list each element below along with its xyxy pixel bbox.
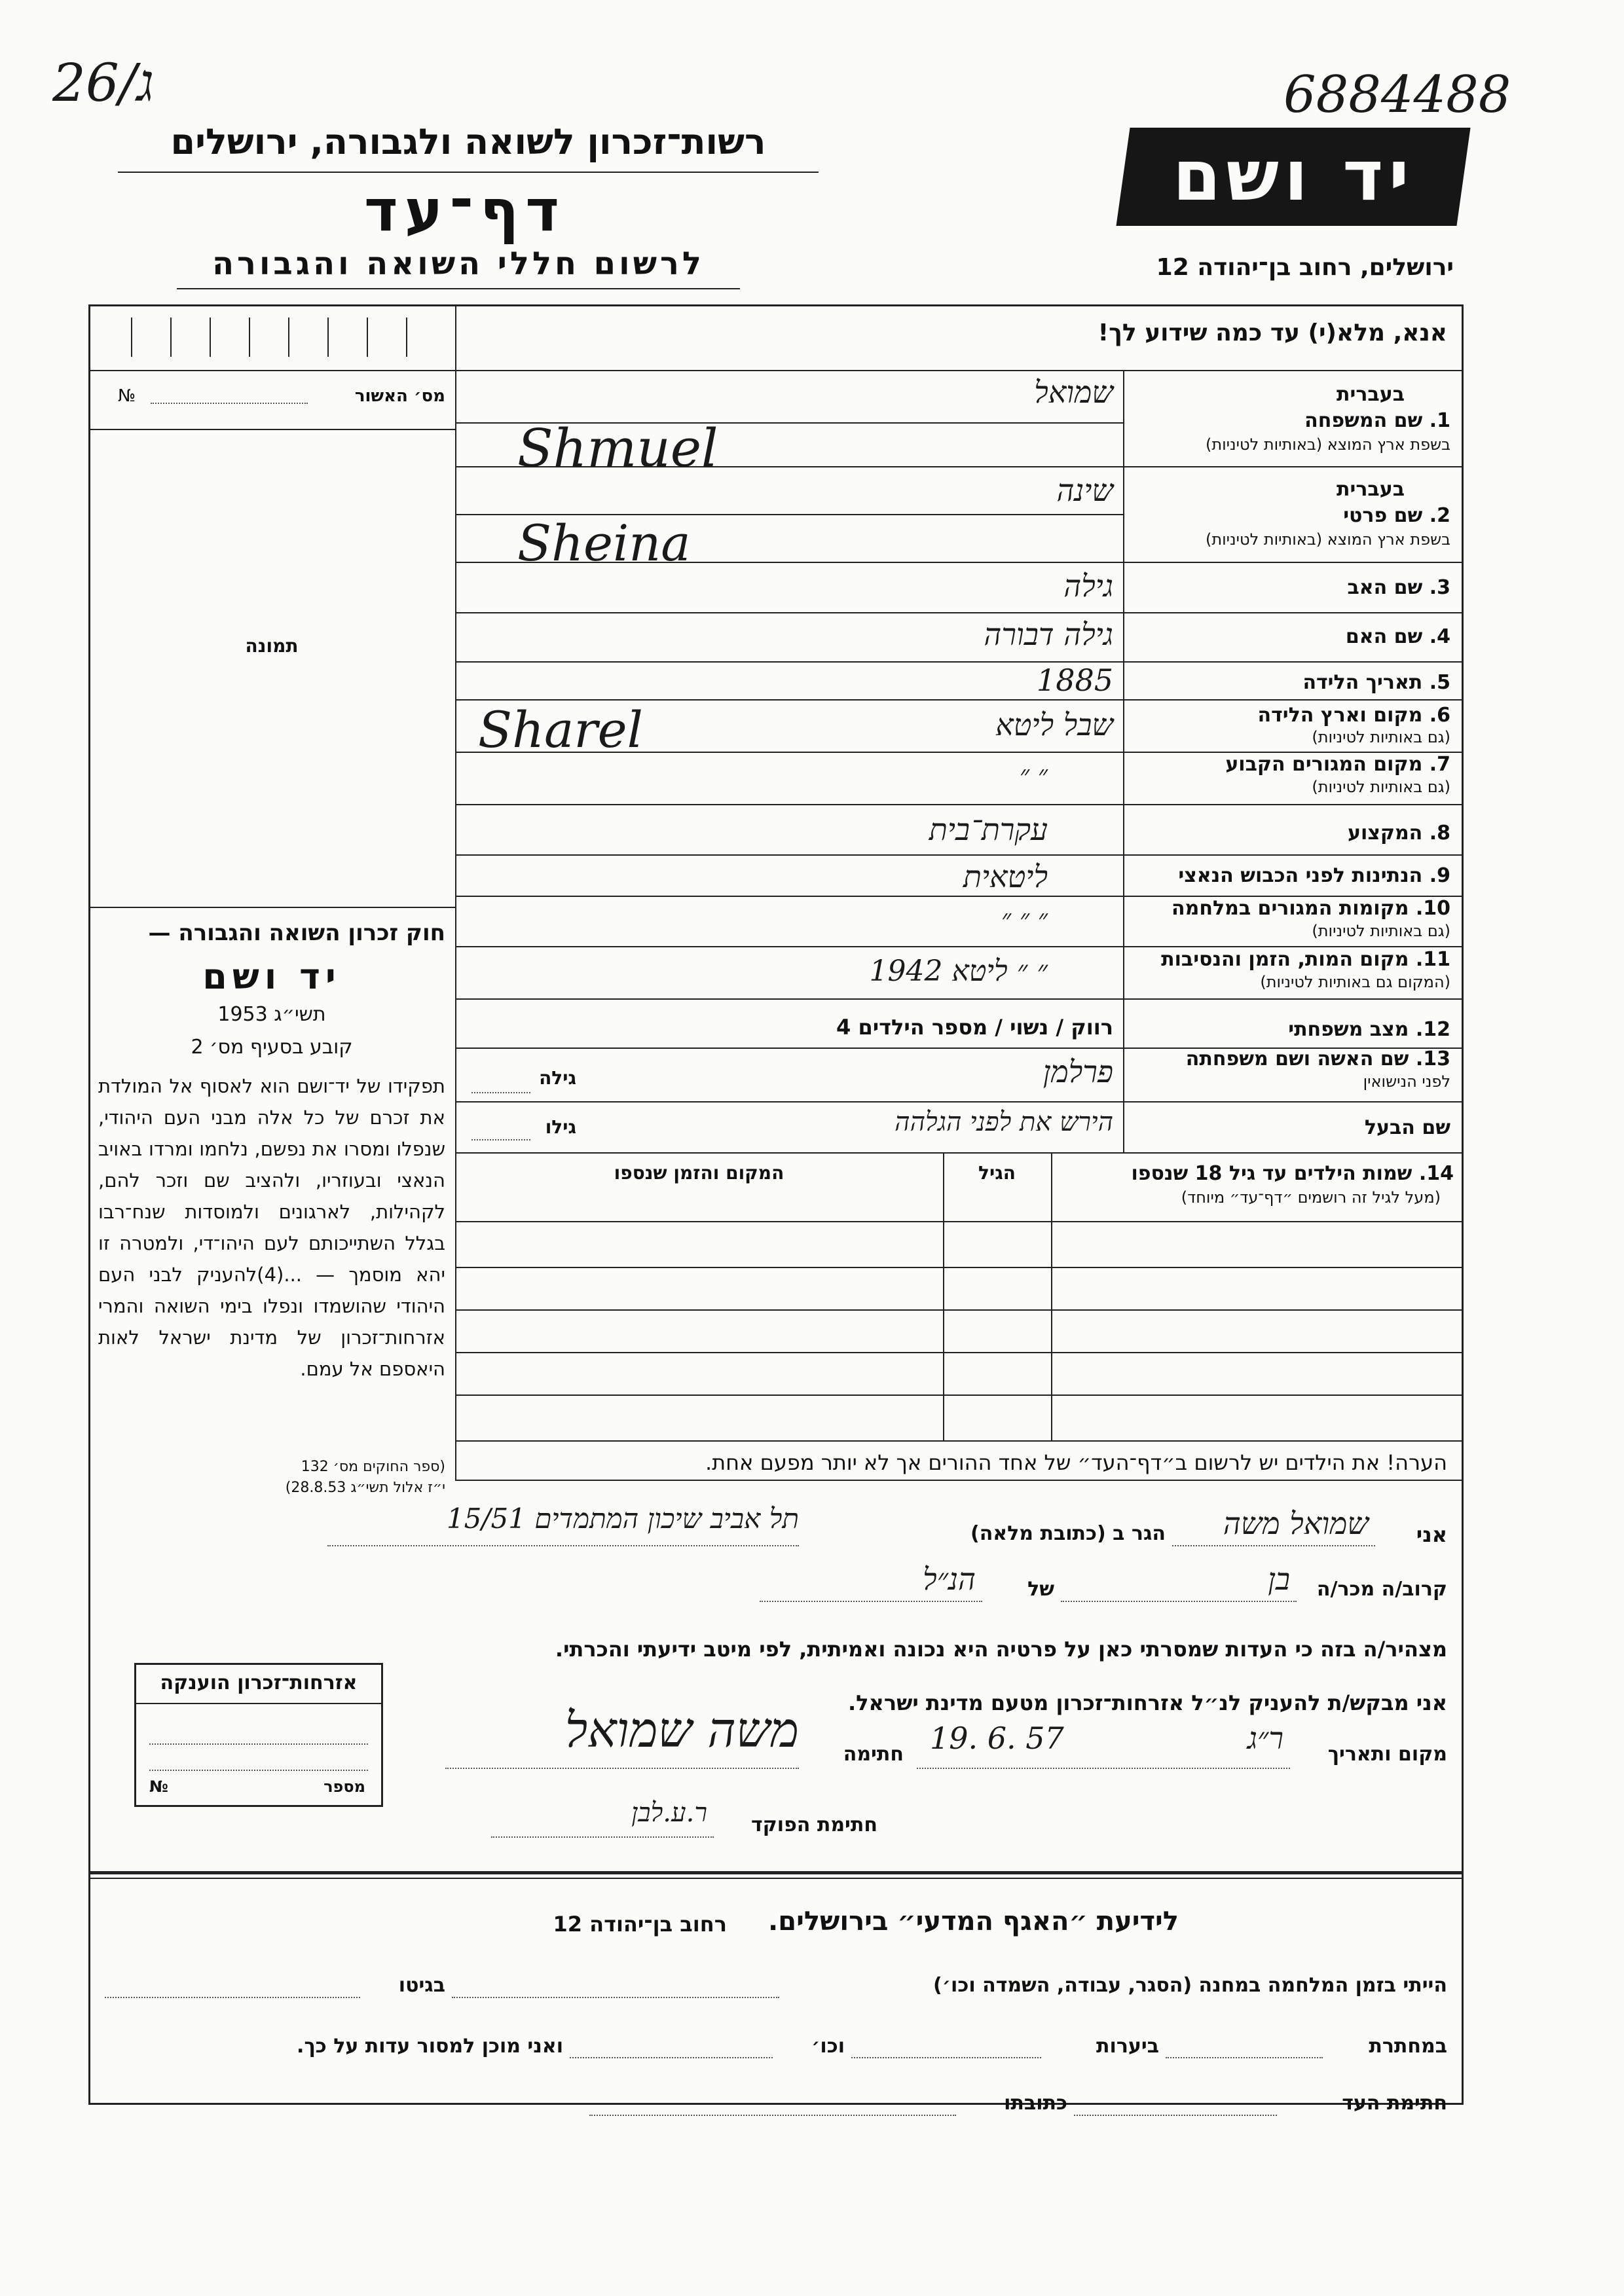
field-1-value-latin: Shmuel xyxy=(517,418,718,479)
field-2-value-he: שינה xyxy=(1056,473,1113,508)
field-9-label: 9. הנתינות לפני הכבוש הנאצי xyxy=(1178,864,1450,887)
children-sub: (מעל לגיל זה רושמים ״דף־עד״ מיוחד) xyxy=(1181,1188,1441,1207)
approval-label: מס׳ האשור xyxy=(354,386,445,406)
footer-line3-a: חתימת העד xyxy=(1342,2092,1447,2115)
field-7-sub: (גם באותיות לטיניות) xyxy=(1312,778,1450,796)
field-10-label: 10. מקומות המגורים במלחמה xyxy=(1172,897,1450,920)
field-2-sub-he: בעברית xyxy=(1337,478,1405,501)
field-7-value: ״ ״ xyxy=(1019,760,1048,790)
field-11-label: 11. מקום המות, הזמן והנסיבות xyxy=(1161,948,1450,971)
yad-vashem-logo xyxy=(1116,128,1470,226)
approval-no-sign: № xyxy=(118,386,136,406)
address: ירושלים, רחוב בן־יהודה 12 xyxy=(1156,254,1454,281)
field-13-value: פרלמן xyxy=(1043,1054,1113,1089)
field-6-label: 6. מקום וארץ הלידה xyxy=(1257,704,1450,727)
field-13-sub: לפני הנישואין xyxy=(1363,1072,1450,1091)
footer-line1-b: בגיטו xyxy=(398,1974,445,1997)
field-8-label: 8. המקצוע xyxy=(1348,822,1450,845)
footer-address: רחוב בן־יהודה 12 xyxy=(553,1912,727,1937)
form-subtitle: לרשום חללי השואה והגבורה xyxy=(212,246,705,282)
field-7-label: 7. מקום המגורים הקבוע xyxy=(1225,753,1450,776)
decl-name: שמואל משה xyxy=(1223,1506,1369,1541)
field-13-age-label: גילה xyxy=(539,1067,576,1089)
decl-relation: בן xyxy=(1268,1561,1290,1597)
citizenship-box xyxy=(134,1663,383,1807)
page-number: 6884488 xyxy=(1283,65,1511,124)
footer-line2-c: וכו׳ xyxy=(811,2035,845,2058)
children-col-place: המקום והזמן שנספו xyxy=(614,1162,784,1184)
field-husband-label: שם הבעל xyxy=(1364,1116,1450,1139)
field-husband-value: הירש את לפני הגלהה xyxy=(895,1107,1113,1137)
field-husband-age-label: גילו xyxy=(545,1116,576,1138)
children-label: 14. שמות הילדים עד גיל 18 שנספו xyxy=(1131,1162,1454,1185)
footer-line2-b: ביערות xyxy=(1096,2035,1159,2058)
field-5-value: 1885 xyxy=(1036,663,1113,698)
decl-request: אני מבקש/ת להעניק לנ״ל אזרחות־זכרון מטעם מדינת ישראל. xyxy=(848,1690,1447,1715)
footer-line2-a: במחתרת xyxy=(1369,2035,1447,2058)
law-ref-1: (ספר החוקים מס׳ 132 xyxy=(301,1459,445,1475)
field-8-value: עקרת־בית xyxy=(929,812,1048,847)
decl-of-label: של xyxy=(1027,1578,1054,1601)
citizenship-number-label: מספר xyxy=(323,1777,365,1796)
law-title: חוק זכרון השואה והגבורה — xyxy=(148,920,445,946)
citizenship-number-sign: № xyxy=(149,1777,168,1796)
field-1-sub: בשפת ארץ המוצא (באותיות לטיניות) xyxy=(1206,435,1450,454)
field-6-sub: (גם באותיות לטיניות) xyxy=(1312,728,1450,746)
children-col-age: הגיל xyxy=(978,1162,1016,1184)
footer-title: לידיעת ״האגף המדעי״ בירושלים. xyxy=(768,1906,1179,1937)
field-6-value: שבל ליטא xyxy=(995,707,1113,742)
decl-date: 19. 6. 57 xyxy=(930,1721,1064,1756)
decl-i-label: אני xyxy=(1416,1522,1447,1547)
form-title: דף־עד xyxy=(364,177,566,244)
field-3-label: 3. שם האב xyxy=(1347,576,1450,599)
field-2-value-latin: Sheina xyxy=(517,514,691,572)
field-5-label: 5. תאריך הלידה xyxy=(1302,671,1450,694)
decl-official: ר.ע.לבן xyxy=(631,1798,707,1828)
field-2-sub: בשפת ארץ המוצא (באותיות לטיניות) xyxy=(1206,530,1450,549)
field-9-value: ליטאית xyxy=(963,859,1048,894)
decl-signature-label: חתימה xyxy=(843,1743,904,1766)
law-body: תפקידו של יד־ושם הוא לאסוף אל המולדת את זכרם של כל אלה מבני העם היהודי, שנפלו ומסרו את נפשם, נלחמו ומרדו באויב הנאצי ובעוזריו, ולהציב שם וזכר להם, לקהילות, לארגונים ולמוסדות שנח־רבו בגלל השתייכותם לעם היהו־די, ולמטרה זו יהא מוסמך — ...(4)להעניק לבני העם היהודי שהושמדו ונפלו בימי השואה והמרי אזרחות־זכרון של מדינת ישראל לאות היאספם אל עמם. xyxy=(98,1075,445,1380)
field-4-value: גילה דבורה xyxy=(984,617,1113,652)
field-10-sub: (גם באותיות לטיניות) xyxy=(1312,922,1450,940)
field-1-label: 1. שם המשפחה xyxy=(1304,409,1450,432)
field-12-label: 12. מצב משפחתי xyxy=(1288,1018,1450,1041)
decl-signature: משה שמואל xyxy=(564,1702,799,1758)
decl-relative-label: קרוב/ה מכר/ה xyxy=(1316,1578,1447,1601)
decl-relation-of: הנ״ל xyxy=(923,1561,976,1597)
law-name: יד ושם xyxy=(202,956,341,997)
field-4-label: 4. שם האם xyxy=(1345,625,1450,648)
field-12-value: רווק / נשוי / מספר הילדים 4 xyxy=(836,1015,1113,1040)
citizenship-title: אזרחות־זכרון הוענקה xyxy=(160,1671,358,1694)
field-10-value: ״ ״ ״ xyxy=(1001,904,1048,934)
decl-official-label: חתימת הפוקד xyxy=(751,1813,877,1836)
decl-statement: מצהיר/ה בזה כי העדות שמסרתי כאן על פרטיה היא נכונה ואמיתית, לפי מיטב ידיעתי והכרתי. xyxy=(555,1637,1447,1662)
footer-line1-a: הייתי בזמן המלחמה במחנה (הסגר, עבודה, השמדה וכו׳) xyxy=(933,1974,1447,1997)
archive-number: 26/ג xyxy=(52,52,155,113)
field-13-label: 13. שם האשה ושם משפחתה xyxy=(1185,1048,1450,1070)
authority-name: רשות־זכרון לשואה ולגבורה, ירושלים xyxy=(170,121,766,162)
field-1-value-he: שמואל xyxy=(1034,374,1113,410)
instruction-text: אנא, מלא(י) עד כמה שידוע לך! xyxy=(1098,319,1447,346)
decl-place-date-label: מקום ותאריך xyxy=(1327,1743,1447,1766)
field-1-sub-he: בעברית xyxy=(1337,383,1405,406)
law-year: תשי״ג 1953 xyxy=(217,1003,326,1026)
logo-text: יד ושם xyxy=(1172,136,1414,216)
footer-line2-d: ואני מוכן למסור עדות על כך. xyxy=(297,2035,563,2058)
field-11-sub: (המקום גם באותיות לטיניות) xyxy=(1260,973,1450,991)
note-text: הערה! את הילדים יש לרשום ב״דף־העד״ של אחד ההורים אך לא יותר מפעם אחת. xyxy=(705,1450,1447,1475)
footer-line3-b: כתובתו xyxy=(1004,2092,1067,2115)
law-ref-2: י״ז אלול תשי״ג 28.8.53) xyxy=(285,1480,445,1496)
field-11-value: ״ ״ ליטא 1942 xyxy=(869,955,1048,988)
decl-resident-label: הגר ב (כתובת מלאה) xyxy=(970,1522,1166,1545)
decl-address: תל אביב שיכון המתמדים 15/51 xyxy=(446,1503,799,1535)
decl-place: ר״ג xyxy=(1247,1721,1283,1756)
field-2-label: 2. שם פרטי xyxy=(1343,504,1450,527)
law-clause: קובע בסעיף מס׳ 2 xyxy=(191,1036,353,1059)
photo-label: תמונה xyxy=(245,635,299,657)
field-3-value: גילה xyxy=(1063,568,1113,604)
approval-code-boxes xyxy=(88,304,455,370)
field-6-value-latin: Sharel xyxy=(478,701,643,759)
